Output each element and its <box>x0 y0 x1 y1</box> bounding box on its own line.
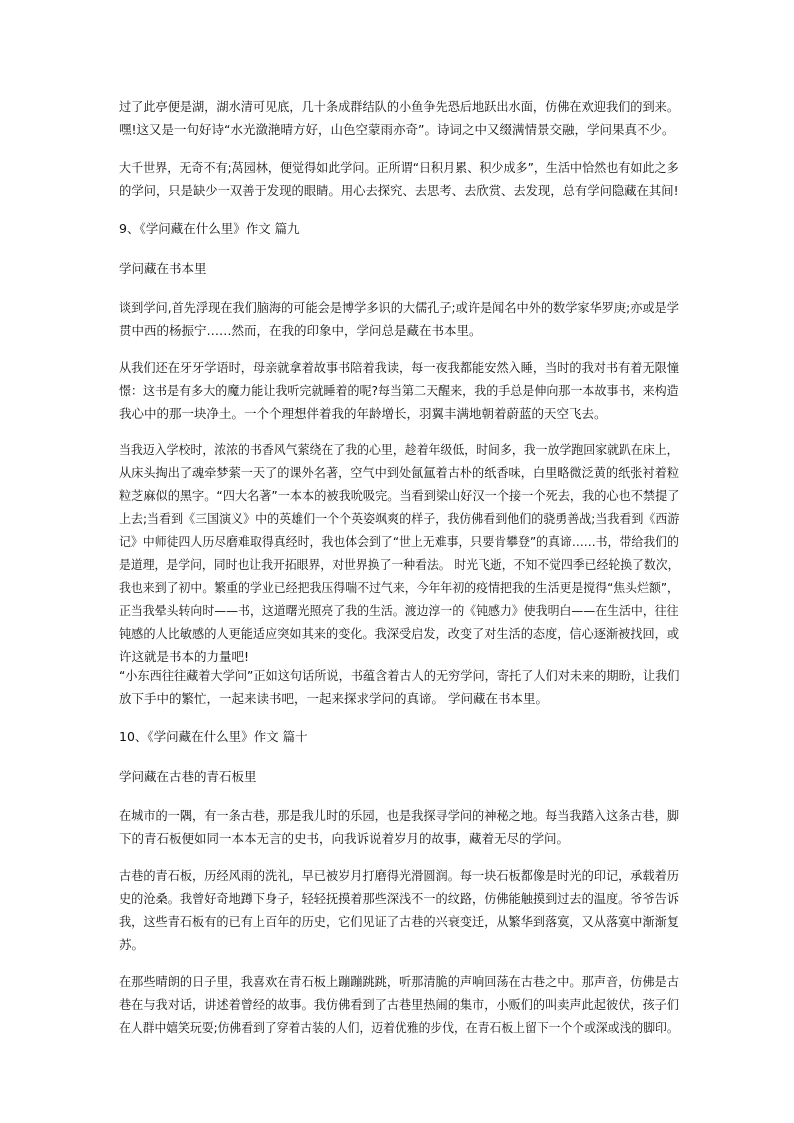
text-line: 我，这些青石板有的已有上百年的历史，它们见证了古巷的兴衰变迁，从繁华到落寞，又从落寞中渐渐复 <box>119 914 680 929</box>
text-line: “小东西往往藏着大学问”正如这句话所说，书蕴含着古人的无穷学问，寄托了人们对未来的期盼，让我们 <box>119 668 680 683</box>
section-9-title: 9、《学问藏在什么里》作文 篇九 <box>119 221 300 236</box>
text-line: 我也来到了初中。繁重的学业已经把我压得喘不过气来，今年年初的疫情把我的生活更是搅得“焦头烂额”， <box>119 580 679 595</box>
section-9-subtitle: 学问藏在书本里 <box>119 261 207 276</box>
text-line: 憬：这书是有多大的魔力能让我听完就睡着的呢?每当第二天醒来，我的手总是伸向那一本故事书，来构造 <box>119 383 679 398</box>
section-9-paragraph-4 <box>119 664 679 710</box>
section-10-paragraph-2 <box>119 864 679 956</box>
text-line: 正当我晕头转向时——书，这道曙光照亮了我的生活。渡边淳一的《钝感力》使我明白——在生活中，往往 <box>119 603 679 618</box>
text-line: 巷在与我对话，讲述着曾经的故事。我仿佛看到了古巷里热闹的集市，小贩们的叫卖声此起彼伏，孩子们 <box>119 997 680 1012</box>
paragraph-big-world <box>119 156 679 202</box>
text-line: 下的青石板便如同一本本无言的史书，向我诉说着岁月的故事，藏着无尽的学问。 <box>119 831 570 846</box>
text-line: 史的沧桑。我曾好奇地蹲下身子，轻轻抚摸着那些深浅不一的纹路，仿佛能触摸到过去的温度。爷爷告诉 <box>119 891 680 906</box>
text-line: 在城市的一隅，有一条古巷，那是我儿时的乐园，也是我探寻学问的神秘之地。每当我踏入这条古巷，脚 <box>119 808 680 823</box>
text-line: 的学问，只是缺少一双善于发现的眼睛。用心去探究、去思考、去欣赏、去发现，总有学问隐藏在其间! <box>119 183 679 198</box>
text-line: 过了此亭便是湖，湖水清可见底，几十条成群结队的小鱼争先恐后地跃出水面，仿佛在欢迎我们的到来。 <box>119 99 680 114</box>
text-line: 上去;当看到《三国演义》中的英雄们一个个英姿飒爽的样子，我仿佛看到他们的骁勇善战;当我看到《西游 <box>119 511 680 526</box>
section-9-paragraph-2 <box>119 356 679 425</box>
text-line: 嘿!这又是一句好诗“水光潋滟晴方好，山色空蒙雨亦奇”。诗词之中又缀满情景交融，学问果真不少。 <box>119 122 675 137</box>
text-line: 当我迈入学校时，浓浓的书香风气萦绕在了我的心里，趁着年级低，时间多，我一放学跑回家就趴在床上， <box>119 442 679 457</box>
section-9-paragraph-1 <box>119 296 679 342</box>
text-line: 在那些晴朗的日子里，我喜欢在青石板上蹦蹦跳跳，听那清脆的声响回荡在古巷之中。那声音，仿佛是古 <box>119 974 680 989</box>
section-10-subtitle: 学问藏在古巷的青石板里 <box>119 769 257 784</box>
text-line: 在人群中嬉笑玩耍;仿佛看到了穿着古装的人们，迈着优雅的步伐，在青石板上留下一个个或深或浅的脚印。 <box>119 1020 679 1035</box>
section-10-paragraph-1 <box>119 804 679 850</box>
text-line: 从床头掏出了魂牵梦萦一天了的课外名著，空气中到处氤氲着古朴的纸香味，白里略微泛黄的纸张衬着粒 <box>119 465 680 480</box>
text-line: 放下手中的繁忙，一起来读书吧，一起来探求学问的真谛。 学问藏在书本里。 <box>119 691 548 706</box>
text-line: 苏。 <box>119 937 145 952</box>
text-line: 钝感的人比敏感的人更能适应突如其来的变化。我深受启发，改变了对生活的态度，信心逐渐被找回，或 <box>119 626 680 641</box>
text-line: 许这就是书本的力量吧! <box>119 649 250 664</box>
text-line: 贯中西的杨振宁……然而，在我的印象中，学问总是藏在书本里。 <box>119 323 482 338</box>
text-line: 粒芝麻似的黑字。“四大名著”一本本的被我吮吸完。当看到梁山好汉一个接一个死去，我的心也不禁提了 <box>119 488 680 503</box>
text-line: 是道理，是学问，同时也让我开拓眼界，对世界换了一种看法。 时光飞逝，不知不觉四季已经轮换了数次， <box>119 557 680 572</box>
paragraph-lake-poem <box>119 95 679 141</box>
text-line: 从我们还在牙牙学语时，母亲就拿着故事书陪着我读，每一夜我都能安然入睡，当时的我对书有着无限憧 <box>119 360 680 375</box>
text-line: 记》中师徒四人历尽磨难取得真经时，我也体会到了“世上无难事，只要肯攀登”的真谛……书，带给我们的 <box>119 534 679 549</box>
text-line: 我心中的那一块净土。一个个理想伴着我的年龄增长，羽翼丰满地朝着蔚蓝的天空飞去。 <box>119 406 607 421</box>
section-9-paragraph-3 <box>119 438 679 668</box>
text-line: 大千世界，无奇不有;莴园林，便觉得如此学问。正所谓“日积月累、积少成多”，生活中恰然也有如此之多 <box>119 160 679 175</box>
section-10-title: 10、《学问藏在什么里》作文 篇十 <box>119 729 308 744</box>
text-line: 谈到学问,首先浮现在我们脑海的可能会是博学多识的大儒孔子;或许是闻名中外的数学家华罗庚;亦或是学 <box>119 300 679 315</box>
section-10-paragraph-3 <box>119 970 679 1039</box>
text-line: 古巷的青石板，历经风雨的洗礼，早已被岁月打磨得光滑圆润。每一块石板都像是时光的印记，承载着历 <box>119 868 680 883</box>
